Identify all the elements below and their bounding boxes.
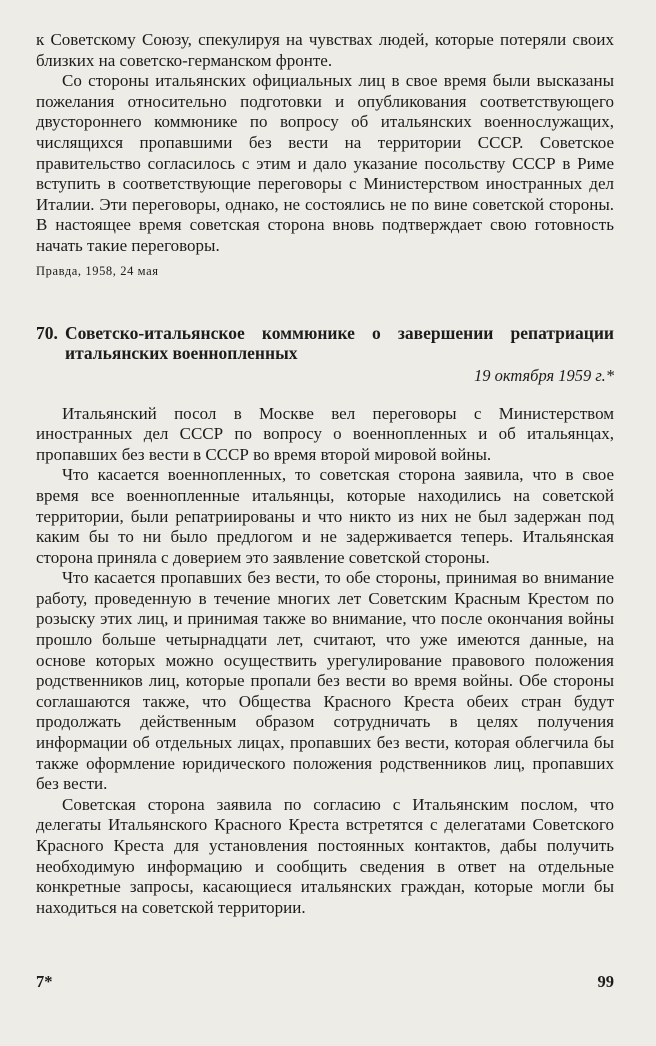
document-title: Советско-итальянское коммюнике о завершении репатриации итальянских военнопленных [65, 322, 614, 363]
signature-mark: 7* [36, 972, 53, 991]
document-number: 70. [36, 322, 58, 343]
source-note: Правда, 1958, 24 мая [36, 263, 159, 278]
body-paragraph: Советская сторона заявила по согласию с Итальянским послом, что делегаты Итальянского Красного Креста встретятся с делегатами Советского Красного Креста для установления постоянных контактов, дабы получить необходимую информацию и сообщить сведения в ответ на отдельные конкретные запросы, касающиеся итальянских граждан, которые могли бы находиться на советской территории. [36, 794, 614, 917]
page-footer [36, 972, 614, 992]
body-paragraph: Что касается военнопленных, то советская сторона заявила, что в свое время все военнопленные итальянцы, которые находились на советской территории, были репатриированы и что никто из них не был задержан под каким бы то ни было предлогом и не задерживается теперь. Итальянская сторона приняла с доверием это заявление советской стороны. [36, 465, 614, 567]
document-heading [36, 323, 614, 363]
continuation-paragraph: к Советскому Союзу, спекулируя на чувствах людей, которые потеряли своих близких на советско-германском фронте. [36, 30, 614, 70]
page-number: 99 [597, 972, 614, 991]
body-paragraph: Итальянский посол в Москве вел переговоры с Министерством иностранных дел СССР по вопросу о военнопленных и об итальянцах, пропавших без вести в СССР во время второй мировой войны. [36, 403, 614, 464]
body-paragraph: Со стороны итальянских официальных лиц в свое время были высказаны пожелания относительно подготовки и опубликования соответствующего двустороннего коммюнике по вопросу об итальянских военнослужащих, числящихся пропавшими без вести на территории СССР. Советское правительство согласилось с этим и дало указание посольству СССР в Риме вступить в соответствующие переговоры с Министерством иностранных дел Италии. Эти переговоры, однако, не состоялись не по вине советской стороны. В настоящее время советская сторона вновь подтверждает свою готовность начать такие переговоры. [36, 71, 614, 255]
document-date: 19 октября 1959 г.* [473, 365, 614, 385]
body-paragraph: Что касается пропавших без вести, то обе стороны, принимая во внимание работу, проведенную в течение многих лет Советским Красным Крестом по розыску этих лиц, и принимая также во внимание, что после окончания войны прошло больше четырнадцати лет, считают, что уже имеются данные, на основе которых можно осуществить урегулирование правового положения родственников лиц, которые пропали без вести во время войны. Обе стороны соглашаются также, что Общества Красного Креста обеих стран будут продолжать действенным образом сотрудничать в целях получения информации об отдельных лицах, пропавших без вести, которая облегчила бы также оформление юридического положения родственников лиц, пропавших без вести. [36, 568, 614, 794]
